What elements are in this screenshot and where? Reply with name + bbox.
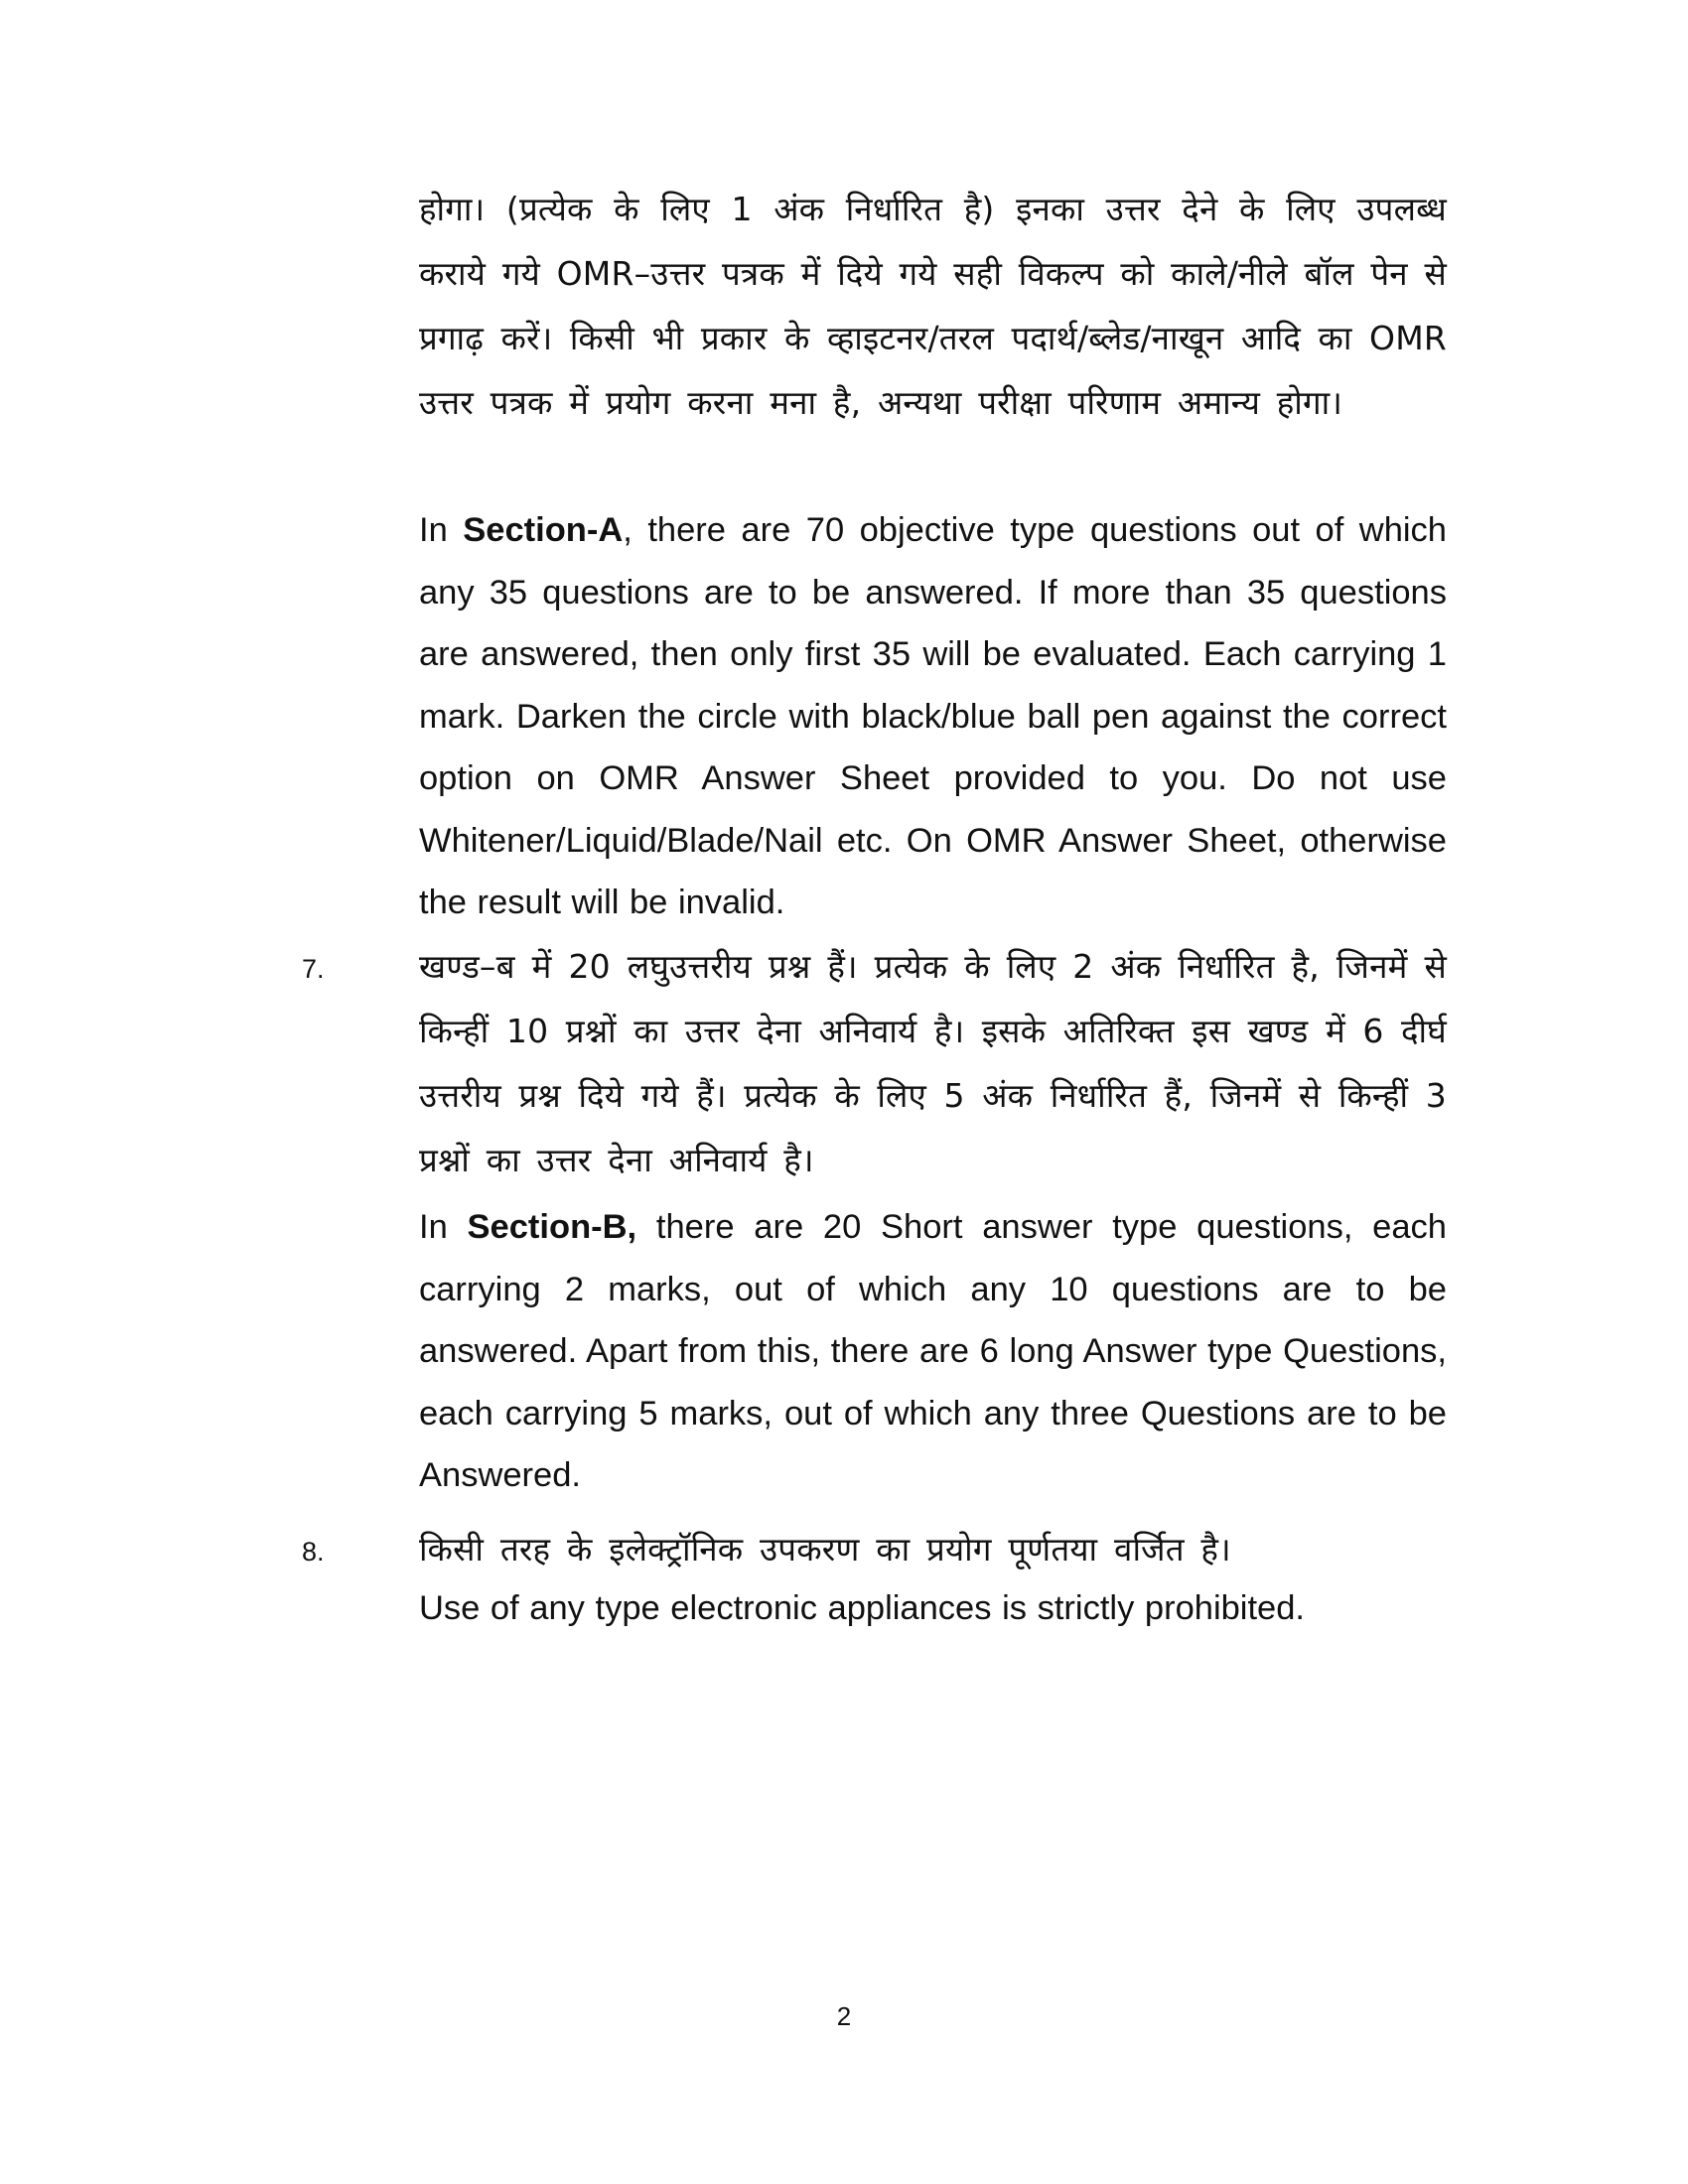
item7-section-label: Section-B,: [467, 1208, 637, 1246]
item6-hindi-paragraph: होगा। (प्रत्येक के लिए 1 अंक निर्धारित है) इनका उत्तर देने के लिए उपलब्ध कराये गये OMR–उत्तर पत्रक में दिये गये सही विकल्प को काले/नीले बॉल पेन से प्रगाढ़ करें। किसी भी प्रकार के व्हाइटनर/तरल पदार्थ/ब्लेड/नाखून आदि का OMR उत्तर पत्रक में प्रयोग करना मना है, अन्यथा परीक्षा परिणाम अमान्य होगा।: [419, 190, 1447, 422]
item8-number: 8.: [302, 1537, 325, 1567]
item6-english-paragraph: [419, 499, 1447, 934]
item6-english-body: , there are 70 objective type questions out of which any 35 questions are to be answered. If more than 35 questions are answered, then only first 35 will be evaluated. Each carrying 1 mark. Darken the circle with black/blue ball pen against the correct option on OMR Answer Sheet provided to you. Do not use Whitener/Liquid/Blade/Nail etc. On OMR Answer Sheet, otherwise the result will be invalid.: [419, 511, 1447, 921]
item6-section-label: Section-A: [463, 511, 624, 549]
item7-english-body: there are 20 Short answer type questions, each carrying 2 marks, out of which any 10 questions are to be answered. Apart from this, there are 6 long Answer type Questions, each carrying 5 marks, out of which any three Questions are to be Answered.: [419, 1208, 1447, 1494]
item8-english-paragraph: Use of any type electronic appliances is strictly prohibited.: [419, 1589, 1306, 1627]
item7-number: 7.: [302, 954, 325, 984]
page-number: 2: [836, 2001, 852, 2031]
item6-english-prefix: In: [419, 511, 464, 549]
item7-english-prefix: In: [419, 1208, 468, 1246]
item8-hindi-paragraph: किसी तरह के इलेक्ट्रॉनिक उपकरण का प्रयोग पूर्णतया वर्जित है।: [419, 1530, 1231, 1569]
item7-english-paragraph: [419, 1196, 1447, 1507]
item7-hindi-paragraph: खण्ड–ब में 20 लघुउत्तरीय प्रश्न हैं। प्रत्येक के लिए 2 अंक निर्धारित है, जिनमें से किन्हीं 10 प्रश्नों का उत्तर देना अनिवार्य है। इसके अतिरिक्त इस खण्ड में 6 दीर्घ उत्तरीय प्रश्न दिये गये हैं। प्रत्येक के लिए 5 अंक निर्धारित हैं, जिनमें से किन्हीं 3 प्रश्नों का उत्तर देना अनिवार्य है।: [419, 947, 1447, 1179]
